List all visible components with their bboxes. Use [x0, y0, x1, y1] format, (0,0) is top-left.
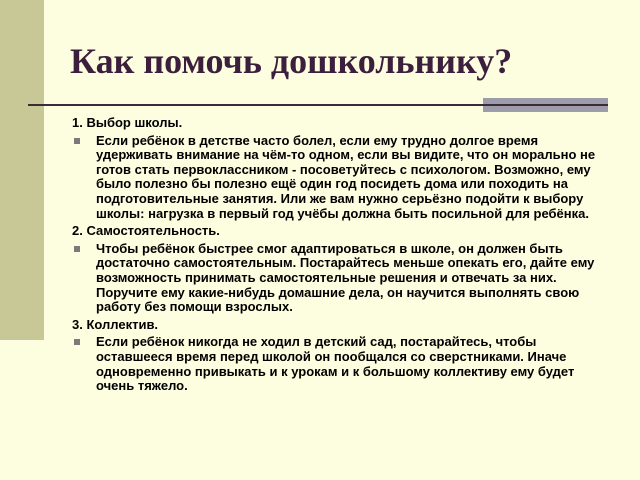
sidebar-decoration: [0, 0, 44, 340]
list-item: [72, 134, 612, 222]
slide-title: Как помочь дошкольнику?: [70, 41, 513, 81]
section-text: Если ребёнок в детстве часто болел, если ему трудно долгое время удерживать внимание на чём-то одном, если вы видите, что он морально не готов стать первоклассником - посоветуйтесь с психологом. Возможно, ему было полезно бы полезно ещё один год посидеть дома или походить на подготовительные занятия. Или же вам нужно серьёзно подойти к выбору школы: нагрузка в первый год учёбы должна быть посильной для ребёнка.: [96, 132, 596, 221]
section-heading: 1. Выбор школы.: [72, 115, 183, 130]
section-independence: [72, 224, 612, 315]
slide-body: [72, 116, 612, 397]
list-item: [72, 242, 612, 315]
square-bullet-icon: [74, 138, 80, 144]
square-bullet-icon: [74, 339, 80, 345]
section-text: Чтобы ребёнок быстрее смог адаптироваться в школе, он должен быть достаточно самостоятельным. Постарайтесь меньше опекать его, дайте ему возможность принимать самостоятельные решения и отвечать за них. Поручите ему какие-нибудь домашние дела, он научится выполнять свою работу без помощи взрослых.: [96, 240, 595, 315]
list-item: [72, 335, 612, 393]
divider-accent: [483, 98, 608, 112]
section-collective: [72, 318, 612, 394]
section-heading: 3. Коллектив.: [72, 316, 159, 332]
section-heading: 2. Самостоятельность.: [72, 223, 220, 239]
section-school-choice: [72, 116, 612, 221]
square-bullet-icon: [74, 246, 80, 252]
section-text: Если ребёнок никогда не ходил в детский сад, постарайтесь, чтобы оставшееся время перед школой он пообщался со сверстниками. Иначе одновременно привыкать и к урокам и к большому коллективу ему будет очень тяжело.: [96, 334, 575, 394]
